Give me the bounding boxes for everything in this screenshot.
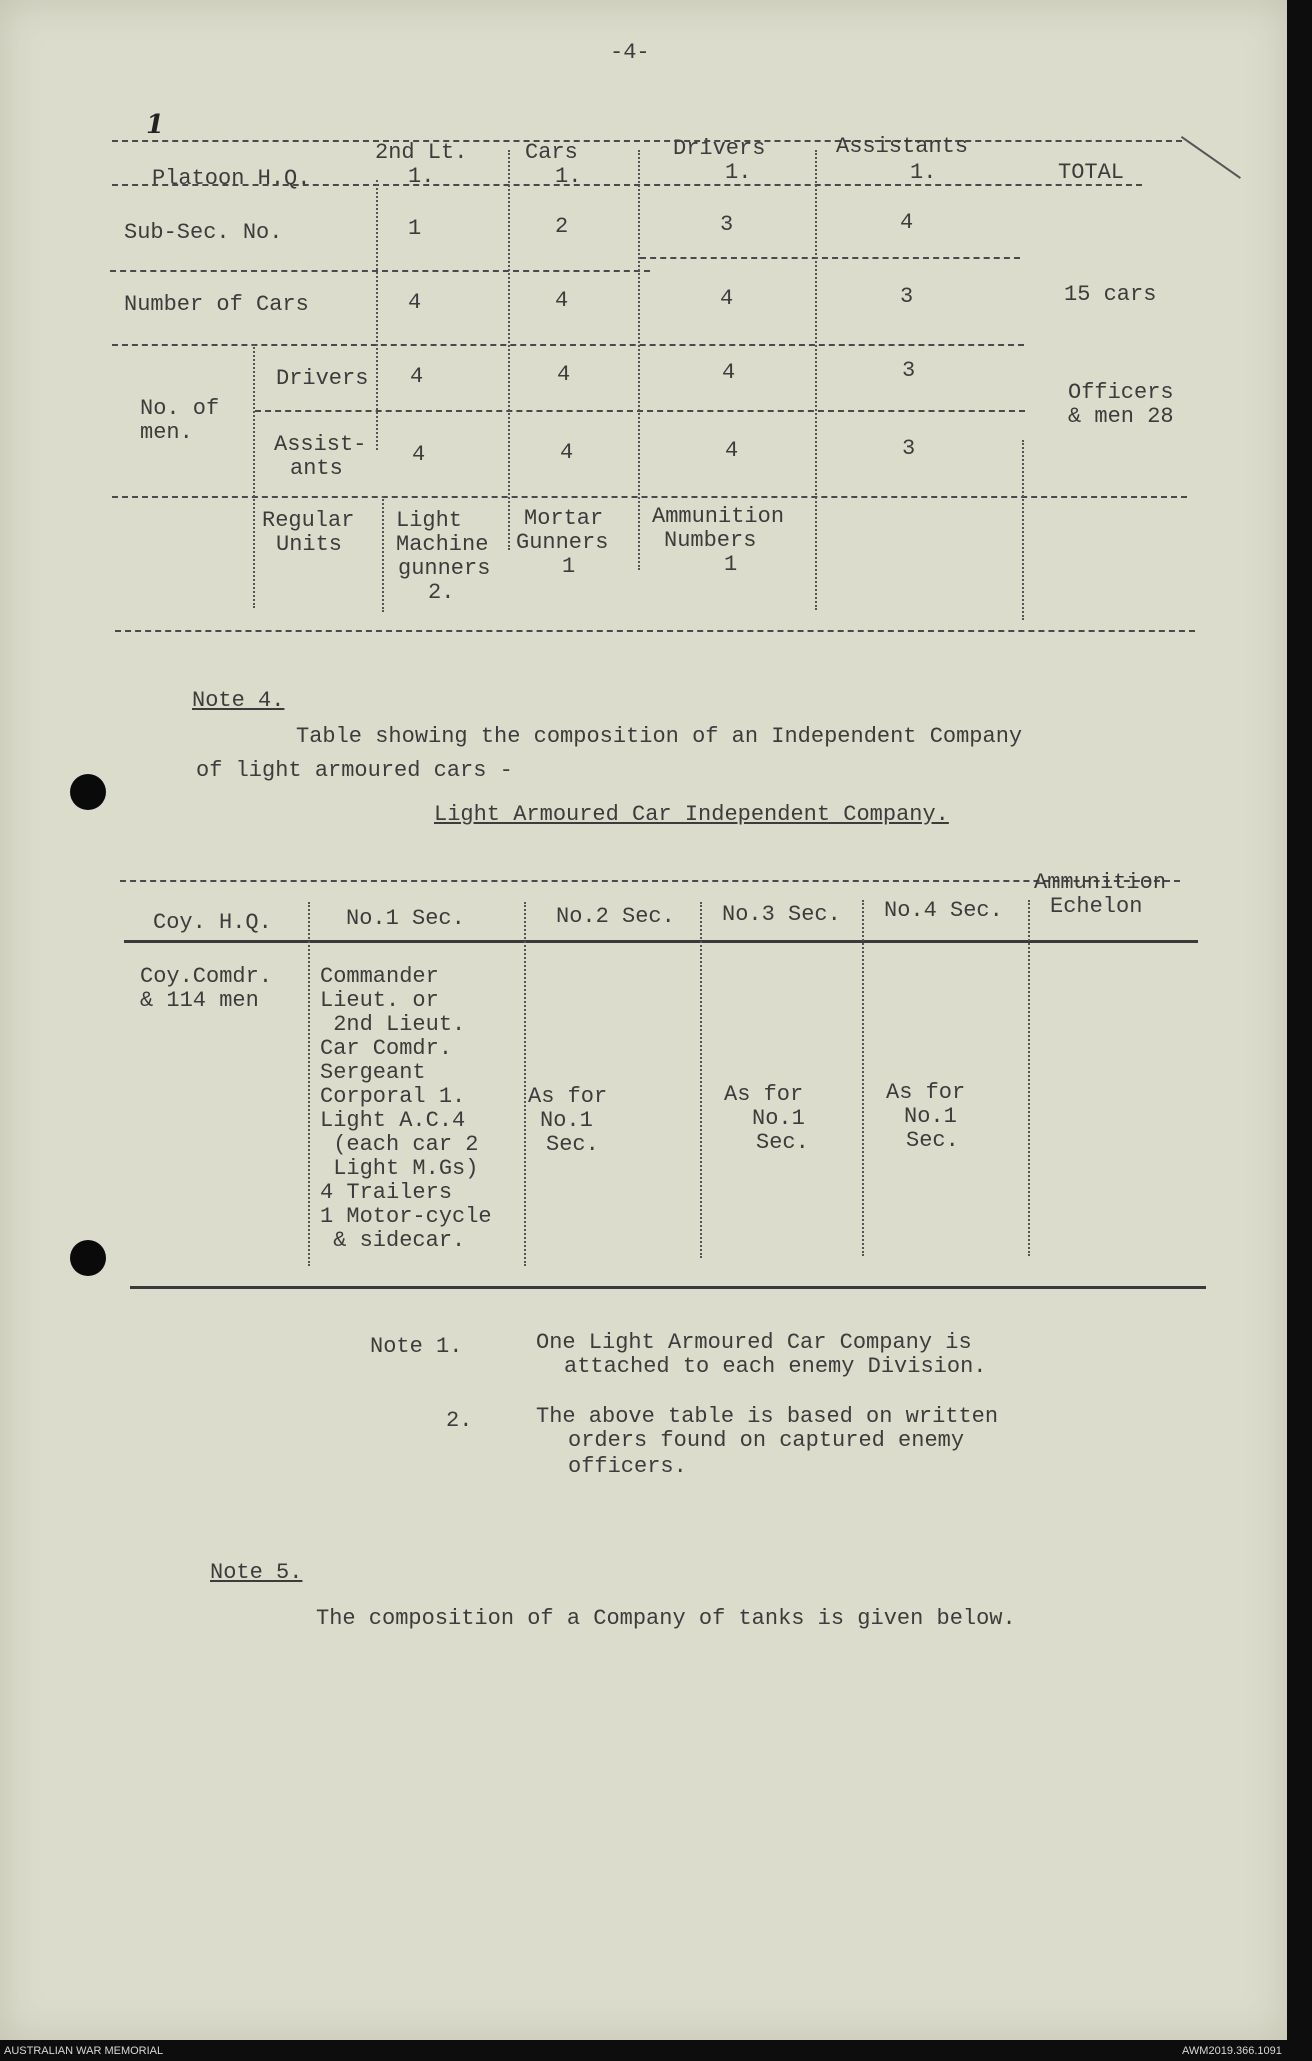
row-label-number-of-cars: Number of Cars [124, 292, 309, 317]
no1-sec-line: 2nd Lieut. [320, 1012, 466, 1037]
drivers-value: 3 [902, 358, 916, 383]
no1-sec-line: Car Comdr. [320, 1036, 453, 1061]
cars-total: 15 cars [1064, 282, 1157, 307]
regular-units-line1: Regular [262, 508, 355, 533]
footer-reference: AWM2019.366.1091 [1182, 2045, 1282, 2057]
col-header-echelon: Echelon [1050, 894, 1143, 919]
note-2-line3: officers. [568, 1454, 687, 1479]
note-2-line2: orders found on captured enemy [568, 1428, 965, 1453]
note-1-label: Note 1. [370, 1334, 463, 1359]
platoon-hq-value: 1. [408, 164, 435, 189]
no1-sec-line: Sergeant [320, 1060, 426, 1085]
col-header-drivers: Drivers [673, 136, 766, 161]
row-label-platoon-hq: Platoon H.Q. [152, 166, 311, 191]
drivers-value: 4 [410, 364, 424, 389]
no1-sec-line: Light A.C.4 [320, 1108, 466, 1133]
no1-sec-line: & sidecar. [320, 1228, 466, 1253]
cars-value: 4 [720, 286, 734, 311]
col-header-no3-sec: No.3 Sec. [722, 902, 841, 927]
row-label-no-of: No. of [140, 396, 220, 421]
no1-sec-line: Commander [320, 964, 439, 989]
row-label-sub-sec: Sub-Sec. No. [124, 220, 283, 245]
regular-units-line2: Units [276, 532, 343, 557]
note-5-text: The composition of a Company of tanks is given below. [316, 1606, 1016, 1631]
men-total-line1: Officers [1068, 380, 1174, 405]
men-total-line2: & men 28 [1068, 404, 1174, 429]
platoon-hq-value: 1. [725, 160, 752, 185]
no3-sec-line1: As for [724, 1082, 804, 1107]
lmg-line1: Light [396, 508, 463, 533]
no2-sec-line2: No.1 [540, 1108, 593, 1133]
row-label-ants: ants [290, 456, 343, 481]
cars-value: 4 [555, 288, 569, 313]
note-1-line1: One Light Armoured Car Company is [536, 1330, 972, 1355]
punch-hole [70, 1240, 106, 1276]
no2-sec-line1: As for [528, 1084, 608, 1109]
lmg-line2: Machine [396, 532, 489, 557]
punch-hole [70, 774, 106, 810]
no3-sec-line2: No.1 [752, 1106, 805, 1131]
mortar-count: 1 [562, 554, 576, 579]
coy-hq-line2: & 114 men [140, 988, 259, 1013]
no4-sec-line3: Sec. [906, 1128, 959, 1153]
no2-sec-line3: Sec. [546, 1132, 599, 1157]
note-2-line1: The above table is based on written [536, 1404, 999, 1429]
note-4-heading: Note 4. [192, 688, 285, 713]
row-label-drivers: Drivers [276, 366, 369, 391]
note-4-text-line2: of light armoured cars - [196, 758, 513, 783]
assistants-value: 4 [412, 442, 426, 467]
col-header-2nd-lt: 2nd Lt. [375, 140, 468, 165]
no3-sec-line3: Sec. [756, 1130, 809, 1155]
col-header-ammunition: Ammunition [1034, 870, 1167, 895]
sub-sec-value: 4 [900, 210, 914, 235]
col-header-assistants: Assistants [836, 134, 969, 159]
row-label-men: men. [140, 420, 193, 445]
sub-sec-value: 1 [408, 216, 422, 241]
col-header-total: TOTAL [1058, 160, 1125, 185]
ammo-count: 1 [724, 552, 738, 577]
no1-sec-line: Lieut. or [320, 988, 439, 1013]
cars-value: 4 [408, 290, 422, 315]
note-1-line2: attached to each enemy Division. [564, 1354, 987, 1379]
footer-archive-label: AUSTRALIAN WAR MEMORIAL [4, 2045, 164, 2057]
handwritten-mark: 1 [146, 110, 165, 140]
cars-value: 3 [900, 284, 914, 309]
no1-sec-line: 4 Trailers [320, 1180, 453, 1205]
col-header-no2-sec: No.2 Sec. [556, 904, 675, 929]
coy-hq-line1: Coy.Comdr. [140, 964, 273, 989]
drivers-value: 4 [557, 362, 571, 387]
no1-sec-line: 1 Motor-cycle [320, 1204, 492, 1229]
row-label-assist: Assist- [274, 432, 367, 457]
note-2-label: 2. [446, 1408, 473, 1433]
no1-sec-line: Light M.Gs) [320, 1156, 479, 1181]
no1-sec-line: (each car 2 [320, 1132, 479, 1157]
table-corner-line [1181, 136, 1241, 179]
no4-sec-line1: As for [886, 1080, 966, 1105]
mortar-line2: Gunners [516, 530, 609, 555]
assistants-value: 4 [725, 438, 739, 463]
platoon-hq-value: 1. [555, 164, 582, 189]
assistants-value: 4 [560, 440, 574, 465]
col-header-no4-sec: No.4 Sec. [884, 898, 1003, 923]
company-table-title: Light Armoured Car Independent Company. [434, 802, 949, 827]
lmg-count: 2. [428, 580, 455, 605]
mortar-line1: Mortar [524, 506, 604, 531]
col-header-coy-hq: Coy. H.Q. [153, 910, 272, 935]
ammo-line2: Numbers [664, 528, 757, 553]
assistants-value: 3 [902, 436, 916, 461]
ammo-line1: Ammunition [652, 504, 785, 529]
sub-sec-value: 2 [555, 214, 569, 239]
no1-sec-line: Corporal 1. [320, 1084, 466, 1109]
page-number: -4- [610, 40, 650, 65]
platoon-hq-value: 1. [910, 160, 937, 185]
lmg-line3: gunners [398, 556, 491, 581]
sub-sec-value: 3 [720, 212, 734, 237]
col-header-no1-sec: No.1 Sec. [346, 906, 465, 931]
note-5-heading: Note 5. [210, 1560, 303, 1585]
drivers-value: 4 [722, 360, 736, 385]
note-4-text-line1: Table showing the composition of an Independent Company [296, 724, 1023, 749]
col-header-cars: Cars [525, 140, 578, 165]
no4-sec-line2: No.1 [904, 1104, 957, 1129]
